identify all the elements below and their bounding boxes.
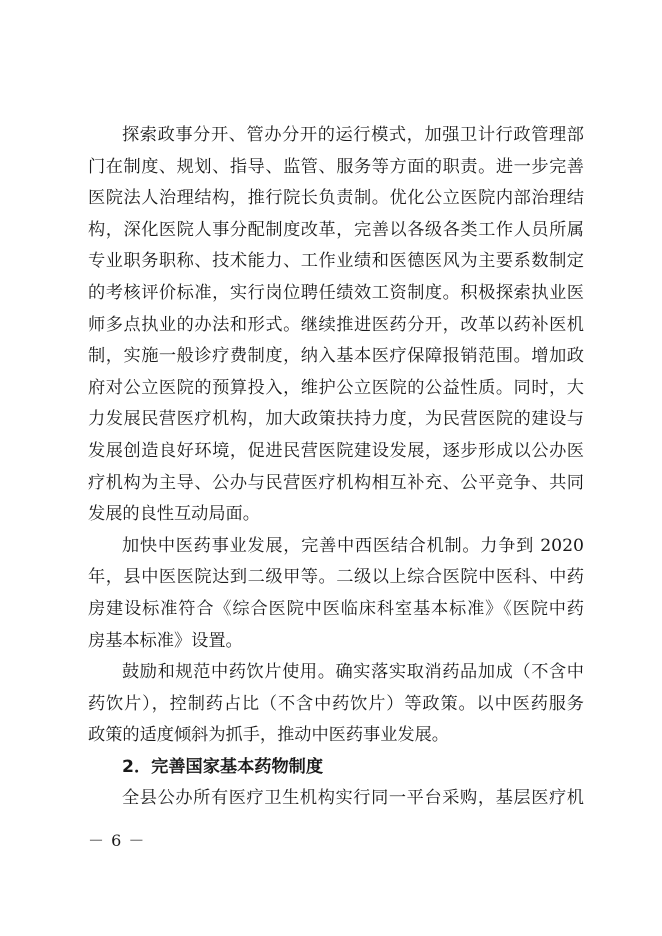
text-line: 房基本标准》设置。 [88, 630, 243, 651]
paragraph-1 [88, 120, 584, 531]
text-line: 政策的适度倾斜为抓手，推动中医药事业发展。 [88, 725, 449, 746]
text-line: 药饮片），控制药占比（不含中药饮片）等政策。以中医药服务 [88, 693, 584, 714]
text-line: 专业职务职称、技术能力、工作业绩和医德医风为主要系数制定 [88, 251, 584, 272]
text-line: 房建设标准符合《综合医院中医临床科室基本标准》《医院中药 [88, 598, 584, 619]
paragraph-2 [88, 531, 584, 657]
text-line: 医院法人治理结构，推行院长负责制。优化公立医院内部治理结 [88, 188, 584, 209]
closing-line: 全县公办所有医疗卫生机构实行同一平台采购，基层医疗机 [122, 788, 584, 809]
text-line: 府对公立医院的预算投入，维护公立医院的公益性质。同时，大 [88, 377, 584, 398]
text-line: 发展的良性互动局面。 [88, 504, 260, 525]
text-line: 加快中医药事业发展，完善中西医结合机制。力争到 2020 [122, 535, 584, 556]
page-number: － 6 － [88, 831, 146, 850]
section-heading: 2．完善国家基本药物制度 [122, 756, 324, 777]
text-line: 构，深化医院人事分配制度改革，完善以各级各类工作人员所属 [88, 219, 584, 240]
text-line: 的考核评价标准，实行岗位聘任绩效工资制度。积极探索执业医 [88, 282, 584, 303]
text-line: 鼓励和规范中药饮片使用。确实落实取消药品加成（不含中 [122, 662, 584, 683]
text-line: 师多点执业的办法和形式。继续推进医药分开，改革以药补医机 [88, 314, 584, 335]
text-line: 疗机构为主导、公办与民营医疗机构相互补充、公平竞争、共同 [88, 472, 584, 493]
text-line: 力发展民营医疗机构，加大政策扶持力度，为民营医院的建设与 [88, 409, 584, 430]
text-line: 探索政事分开、管办分开的运行模式，加强卫计行政管理部 [122, 125, 584, 145]
text-line: 年，县中医医院达到二级甲等。二级以上综合医院中医科、中药 [88, 567, 584, 588]
text-line: 制，实施一般诊疗费制度，纳入基本医疗保障报销范围。增加政 [88, 346, 584, 367]
body-text [88, 120, 584, 815]
paragraph-3 [88, 657, 584, 752]
text-line: 发展创造良好环境，促进民营医院建设发展，逐步形成以公办医 [88, 440, 584, 461]
text-line: 门在制度、规划、指导、监管、服务等方面的职责。进一步完善 [88, 156, 584, 177]
